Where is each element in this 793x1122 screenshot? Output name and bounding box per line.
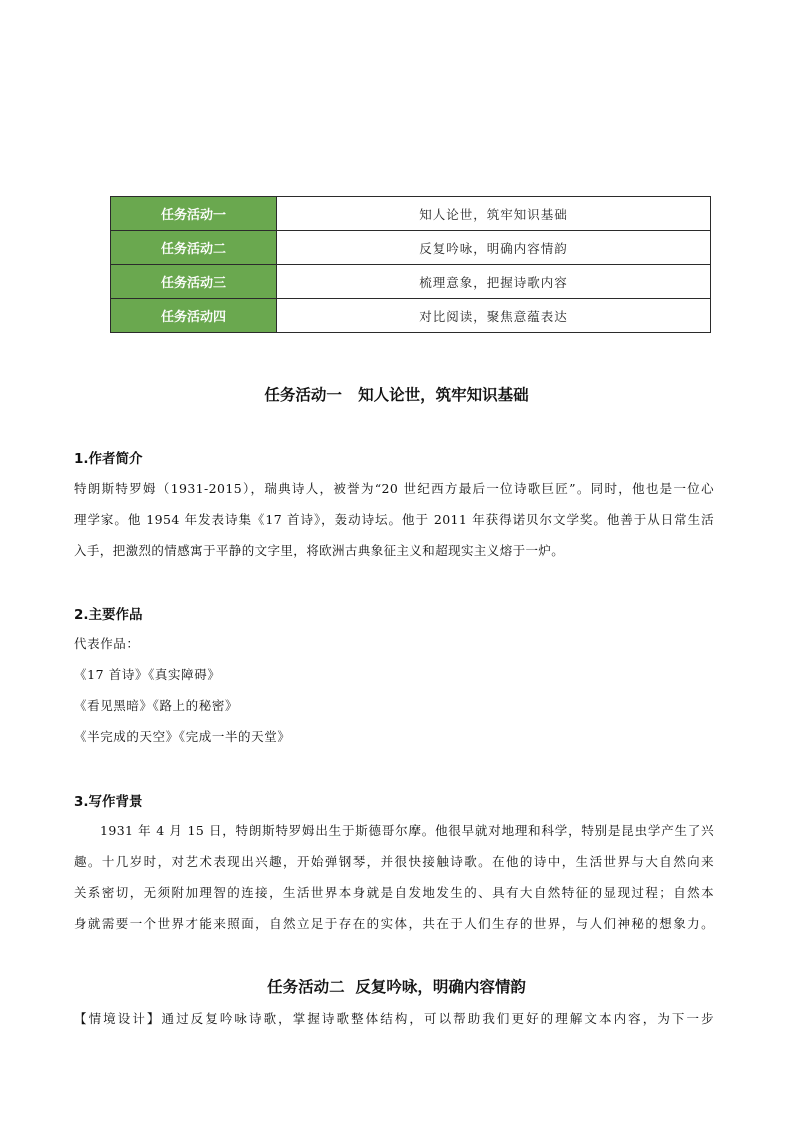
task-name-cell: 任务活动三 <box>111 265 277 299</box>
background-heading: 3.写作背景 <box>74 794 143 810</box>
background-line: 关系密切，无须附加理智的连接，生活世界本身就是自发地发生的、具有大自然特征的显现过程；自然本 <box>74 885 714 900</box>
background-line: 身就需要一个世界才能来照面，自然立足于存在的实体，共在于人们生存的世界，与人们神秘的想象力。 <box>74 916 714 931</box>
task-name-cell: 任务活动一 <box>111 197 277 231</box>
section-title: 任务活动一 知人论世，筑牢知识基础 <box>264 386 529 404</box>
background-line: 趣。十几岁时，对艺术表现出兴趣，开始弹钢琴，并很快接触诗歌。在他的诗中，生活世界与大自然向来 <box>74 854 714 869</box>
table-row <box>111 231 711 265</box>
intro-line: 【情境设计】通过反复吟咏诗歌，掌握诗歌整体结构，可以帮助我们更好的理解文本内容，为下一步 <box>74 1011 714 1026</box>
works-line: 《半完成的天空》《完成一半的天堂》 <box>74 729 291 744</box>
table-row <box>111 197 711 231</box>
works-line: 代表作品： <box>74 636 140 651</box>
background-line: 1931 年 4 月 15 日，特朗斯特罗姆出生于斯德哥尔摩。他很早就对地理和科学，特别是昆虫学产生了兴 <box>100 823 714 838</box>
author-line: 入手，把激烈的情感寓于平静的文字里，将欧洲古典象征主义和超现实主义熔于一炉。 <box>74 543 565 558</box>
works-line: 《看见黑暗》《路上的秘密》 <box>74 698 239 713</box>
task-desc-cell: 梳理意象，把握诗歌内容 <box>277 265 711 299</box>
table-row <box>111 265 711 299</box>
task-desc-cell: 对比阅读，聚焦意蕴表达 <box>277 299 711 333</box>
task-desc-cell: 反复吟咏，明确内容情韵 <box>277 231 711 265</box>
author-line: 理学家。他 1954 年发表诗集《17 首诗》，轰动诗坛。他于 2011 年获得诺贝尔文学奖。他善于从日常生活 <box>74 512 714 527</box>
task-desc-cell: 知人论世，筑牢知识基础 <box>277 197 711 231</box>
works-heading: 2.主要作品 <box>74 607 143 623</box>
task-name-cell: 任务活动四 <box>111 299 277 333</box>
author-line: 特朗斯特罗姆（1931-2015），瑞典诗人，被誉为“20 世纪西方最后一位诗歌巨匠”。同时，他也是一位心 <box>74 481 714 496</box>
task-overview-table <box>110 196 711 333</box>
task-name-cell: 任务活动二 <box>111 231 277 265</box>
author-heading: 1.作者简介 <box>74 451 143 467</box>
table-row <box>111 299 711 333</box>
works-line: 《17 首诗》《真实障碍》 <box>74 667 221 682</box>
section-title: 任务活动二 反复吟咏，明确内容情韵 <box>267 978 526 996</box>
